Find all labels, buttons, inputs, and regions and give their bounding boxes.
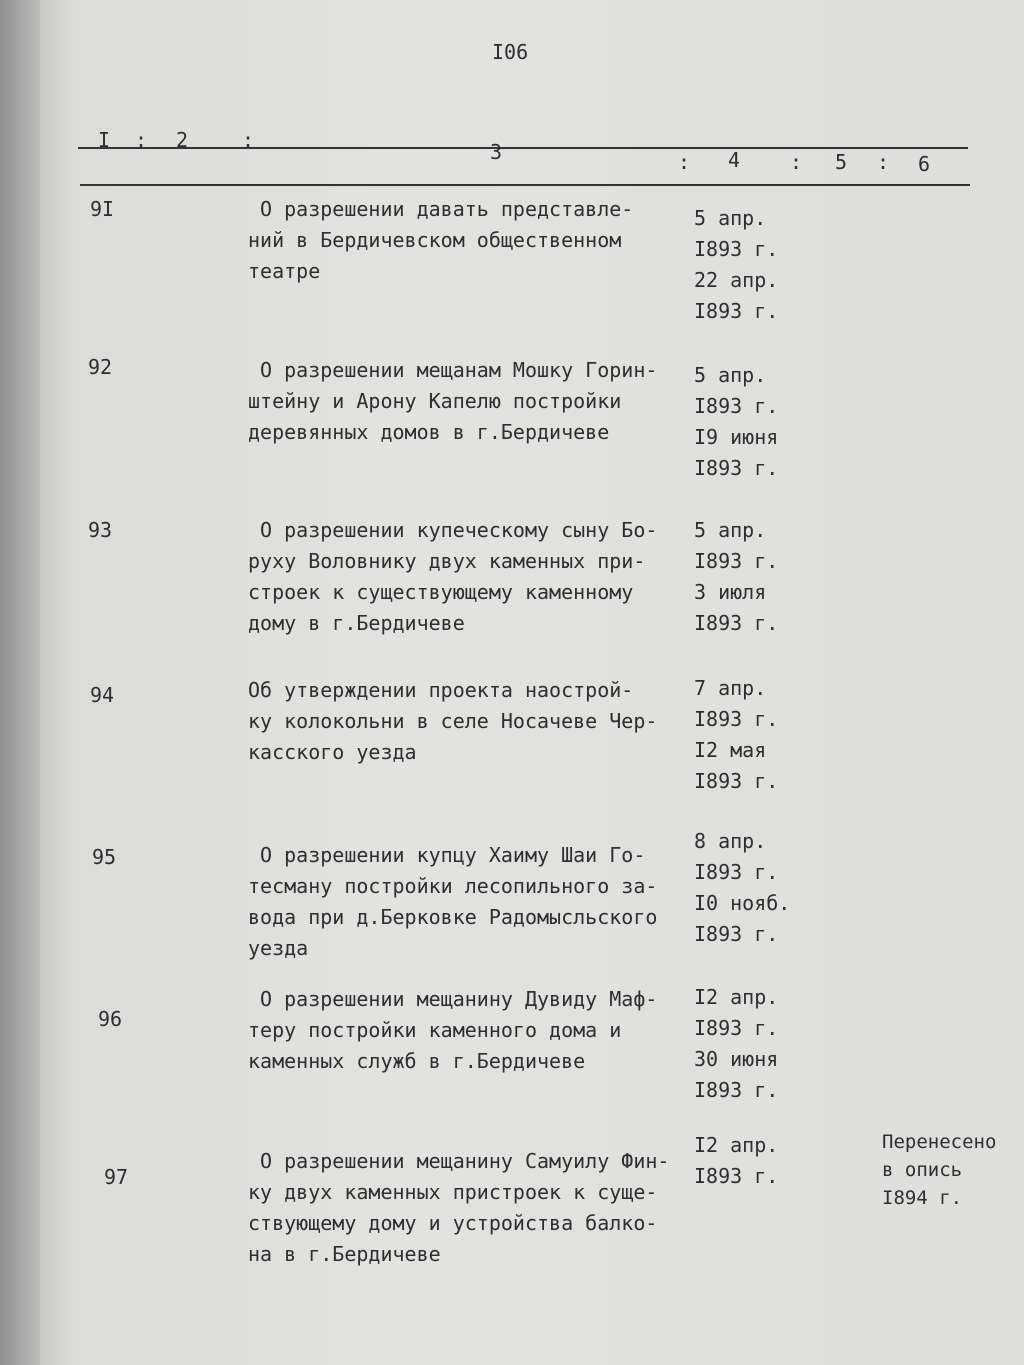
entry-text: О разрешении мещанину Самуилу Фин- ку двух каменных пристроек к суще- ствующему дому и устройства балко- на в г.Бердичеве bbox=[248, 1149, 670, 1266]
entry-dates: 8 апр. I893 г. I0 нояб. I893 г. bbox=[694, 829, 791, 946]
entry-text: О разрешении мещанам Мошку Горин- штейну и Арону Капелю постройки деревянных домов в г.Бердичеве bbox=[248, 358, 658, 444]
entry-text: Об утверждении проекта наострой- ку колокольни в селе Носачеве Чер- касского уезда bbox=[248, 678, 658, 764]
header-bottom-rule bbox=[80, 184, 970, 186]
entry-number: 9I bbox=[90, 197, 115, 221]
column-header-2: 2 bbox=[176, 128, 189, 152]
entry-dates: 7 апр. I893 г. I2 мая I893 г. bbox=[694, 676, 779, 793]
entry-number: 95 bbox=[92, 845, 117, 869]
header-top-rule bbox=[78, 147, 968, 149]
entry-dates: I2 апр. I893 г. 30 июня I893 г. bbox=[694, 985, 779, 1102]
entry-dates: 5 апр. I893 г. I9 июня I893 г. bbox=[694, 363, 779, 480]
page-number: I06 bbox=[492, 40, 529, 64]
entry-note: Перенесено в опись I894 г. bbox=[882, 1131, 997, 1209]
column-header-6: 6 bbox=[918, 152, 931, 176]
entry-dates: 5 апр. I893 г. 22 апр. I893 г. bbox=[694, 206, 779, 323]
entry-text: О разрешении купцу Хаиму Шаи Го- тесману постройки лесопильного за- вода при д.Берковке Радомысльского уезда bbox=[248, 843, 658, 960]
column-header-4: 4 bbox=[728, 148, 741, 172]
column-header-1: I bbox=[98, 128, 111, 152]
entry-dates: I2 апр. I893 г. bbox=[694, 1133, 779, 1188]
column-header-3: 3 bbox=[490, 140, 503, 164]
entry-number: 94 bbox=[90, 683, 115, 707]
page-edge-shadow bbox=[0, 0, 40, 1365]
entry-number: 96 bbox=[98, 1007, 123, 1031]
entry-text: О разрешении мещанину Дувиду Маф- теру постройки каменного дома и каменных служб в г.Бердичеве bbox=[248, 987, 658, 1073]
entry-number: 92 bbox=[88, 355, 113, 379]
entry-text: О разрешении давать представле- ний в Бердичевском общественном театре bbox=[248, 197, 634, 283]
column-header-5: 5 bbox=[835, 150, 848, 174]
entry-text: О разрешении купеческому сыну Бо- руху Воловнику двух каменных при- строек к существующему каменному дому в г.Бердичеве bbox=[248, 518, 658, 635]
entry-number: 93 bbox=[88, 518, 113, 542]
entry-number: 97 bbox=[104, 1165, 129, 1189]
entry-dates: 5 апр. I893 г. 3 июля I893 г. bbox=[694, 518, 779, 635]
